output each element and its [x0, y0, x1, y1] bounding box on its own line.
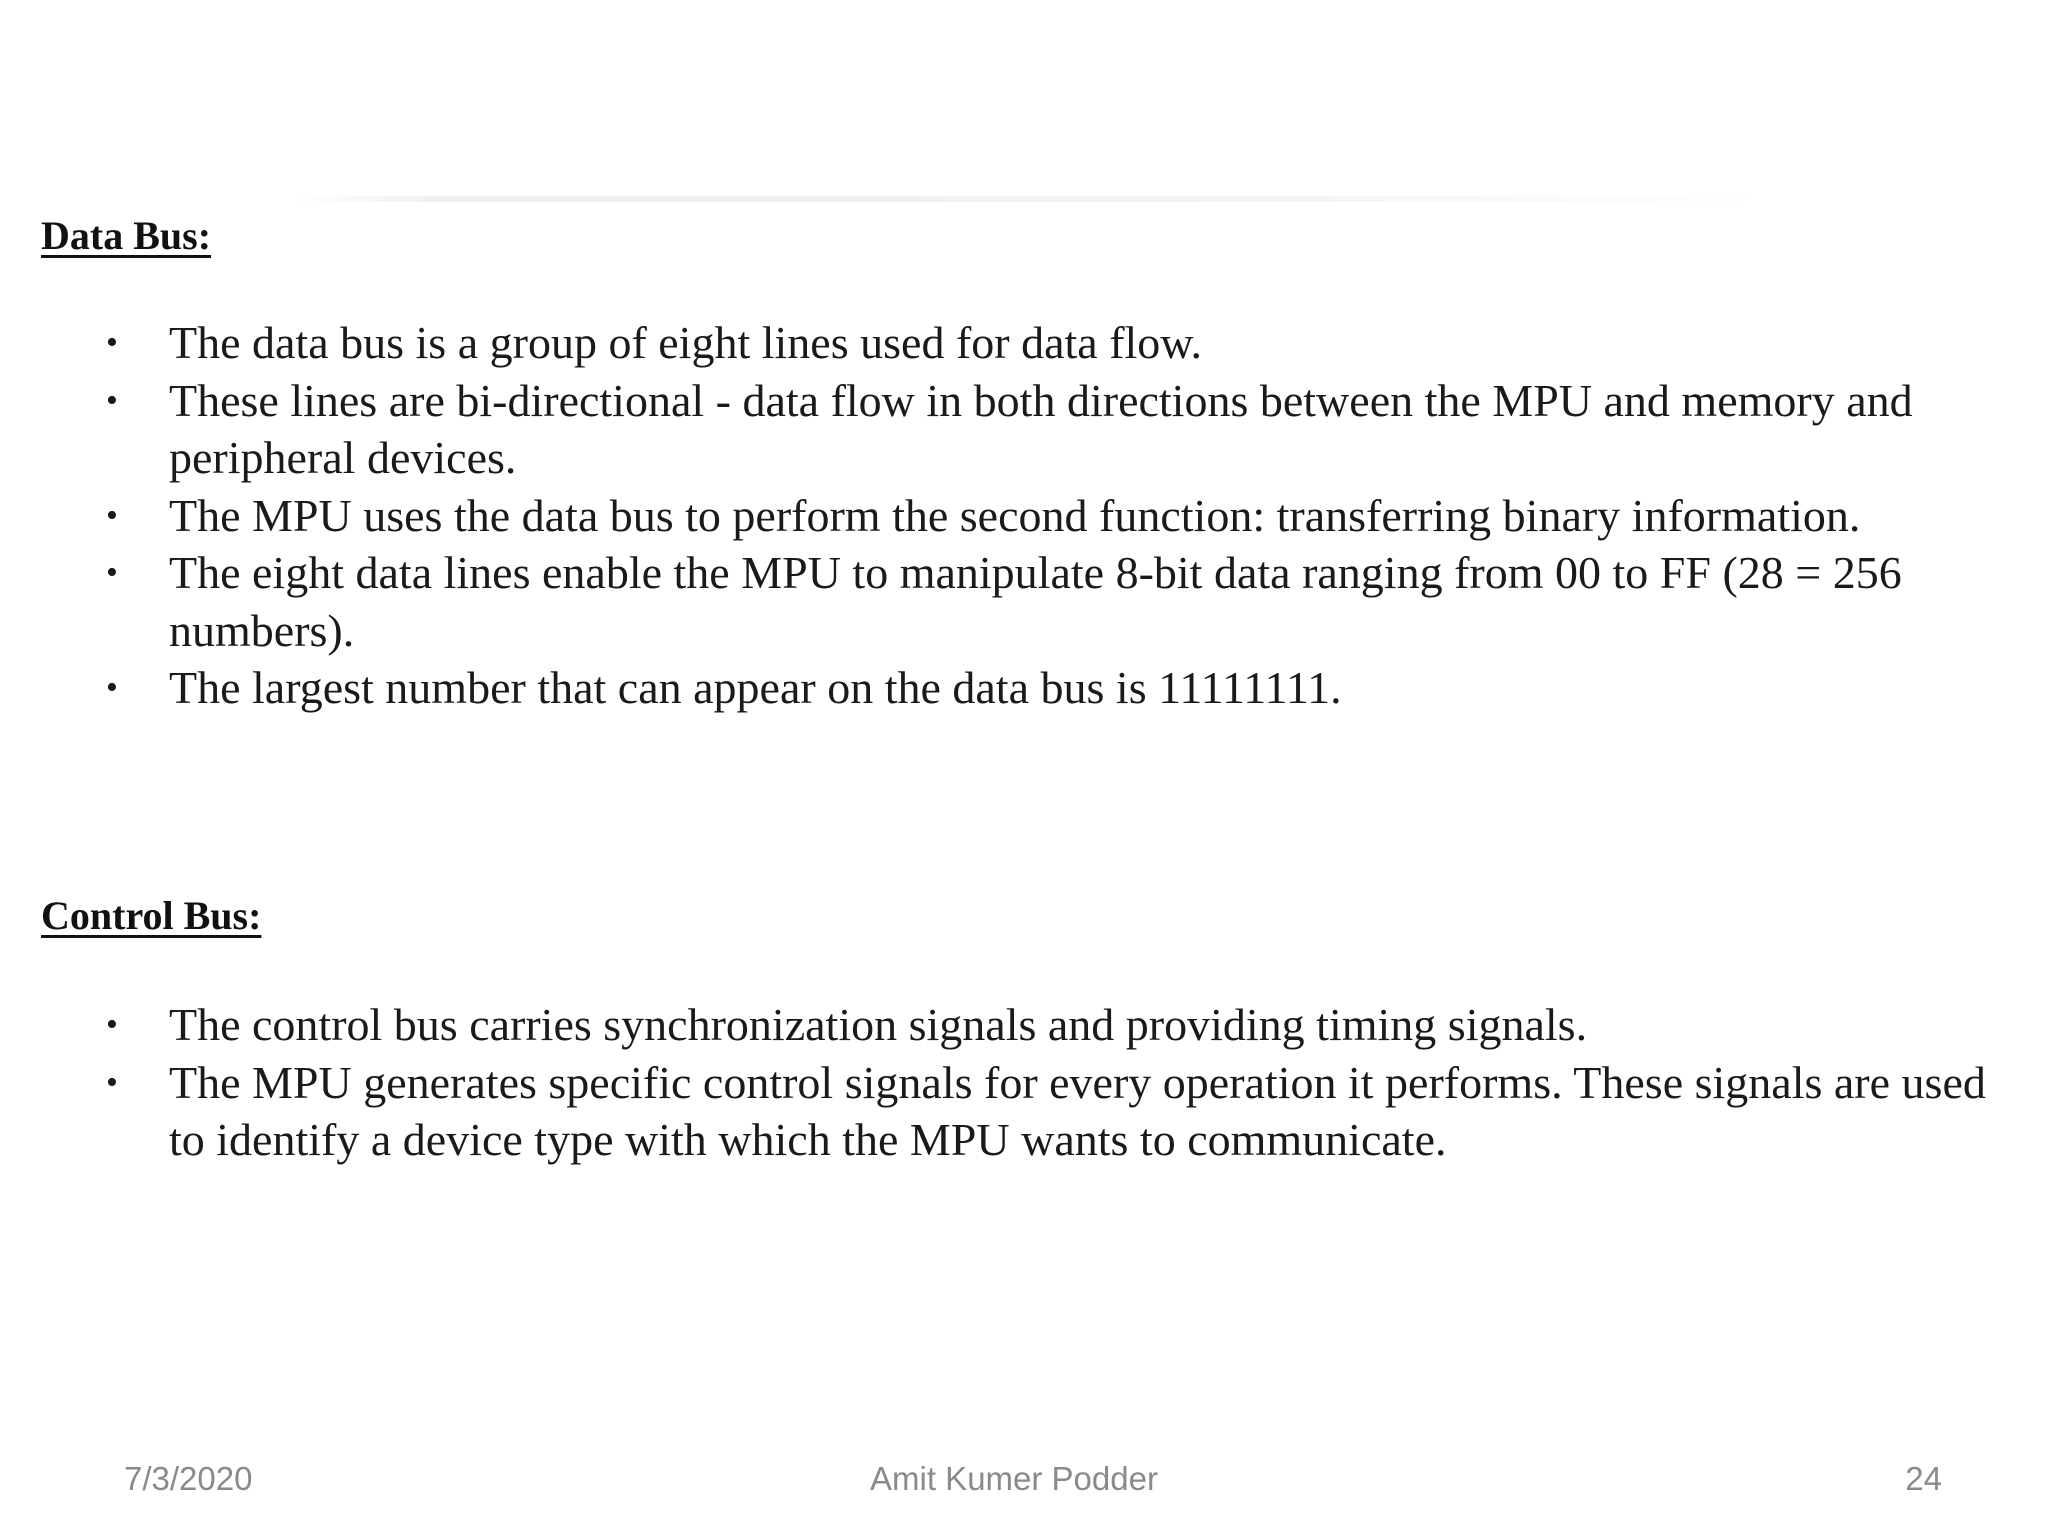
bullet-text: These lines are bi-directional - data flow in both directions between the MPU and memory and peripheral devices. — [169, 374, 1913, 483]
bullet-icon: • — [106, 324, 118, 361]
control-bus-heading: Control Bus: — [41, 893, 262, 938]
footer-page-number: 24 — [1905, 1460, 1942, 1497]
list-item — [0, 659, 2048, 717]
bullet-text: The eight data lines enable the MPU to manipulate 8-bit data ranging from 00 to FF (28 = 256 numbers). — [169, 547, 1902, 656]
footer-date: 7/3/2020 — [124, 1460, 253, 1497]
control-bus-bullet-list — [0, 996, 2048, 1169]
bullet-text: The MPU uses the data bus to perform the second function: transferring binary information. — [169, 489, 1861, 541]
bullet-icon: • — [106, 381, 118, 419]
scan-artifact-line — [290, 196, 1770, 202]
bullet-icon: • — [106, 669, 118, 706]
bullet-text: The control bus carries synchronization signals and providing timing signals. — [169, 999, 1588, 1050]
list-item — [0, 544, 2048, 659]
list-item — [0, 487, 2048, 545]
list-item — [0, 996, 2048, 1054]
bullet-icon: • — [106, 1006, 118, 1043]
bullet-icon: • — [106, 554, 118, 591]
bullet-text: The data bus is a group of eight lines used for data flow. — [169, 317, 1203, 368]
footer-author: Amit Kumer Podder — [870, 1460, 1158, 1497]
list-item — [0, 1054, 2048, 1169]
bullet-icon: • — [106, 496, 118, 534]
bullet-text: The largest number that can appear on the data bus is 11111111. — [169, 662, 1342, 713]
bullet-icon: • — [106, 1063, 118, 1101]
data-bus-bullet-list — [0, 314, 2048, 717]
data-bus-heading: Data Bus: — [41, 213, 212, 258]
list-item — [0, 314, 2048, 372]
list-item — [0, 372, 2048, 487]
bullet-text: The MPU generates specific control signals for every operation it performs. These signals are used to identify a device type with which the MPU wants to communicate. — [169, 1056, 1986, 1165]
